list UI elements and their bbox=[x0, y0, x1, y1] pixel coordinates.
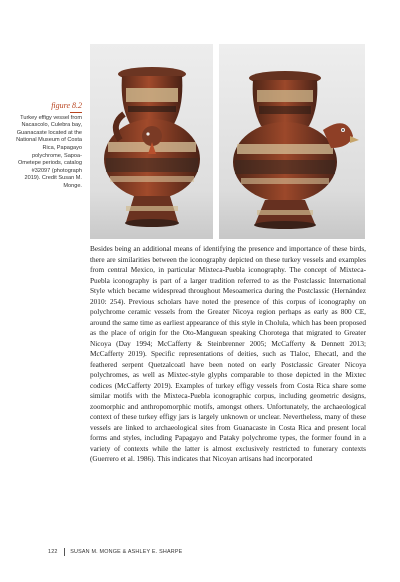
body-paragraph: Besides being an additional means of identifying the presence and importance of these birds, there are similarities between the iconography depicted on these turkey vessels and examples from central Mexico, in particular Mixteca-Puebla iconography. The concept of Mixteca-Puebla iconography is part of a larger tradition referred to as the Postclassic International Style which became widespread throughout Mesoamerica during the Postclassic (Hernández 2010: 254). Previous scholars have noted the presence of this corpus of iconography on polychrome ceramic vessels from the Greater Nicoya region perhaps as early as 800 CE, around the same time as earliest appearance of this style in Cholula, which has been proposed as the place of origin for the Oto-Manguean speaking Chorotega that migrated to Greater Nicoya (Day 1994; McCafferty & Steinbrenner 2005; McCafferty & Dennett 2013; McCafferty 2019). Specific representations of deities, such as Tlaloc, Ehecatl, and the feathered serpent Quetzalcoatl have been noted on early Postclassic Greater Nicoya polychromes, as well as Mixtec-style glyphs comparable to those depicted in the Mixtec codices (McCafferty 2019). Examples of turkey effigy vessels from Costa Rica share some similar motifs with the Mixteca-Puebla iconographic corpus, including geometric designs, zoomorphic and anthropomorphic motifs, amongst others. Unfortunately, the archaeological context of these turkey effigy jars is largely unknown or unclear. Nevertheless, many of these vessels are linked to archaeological sites from Guanacaste in Costa Rica and present local forms and styles, including Papagayo and Pataky polychrome types, the former found in a variety of contexts while the latter is almost exclusively restricted to funerary contexts (Guerrero et al. 1986). This indicates that Nicoyan artisans had incorporated bbox=[90, 244, 366, 463]
page-footer bbox=[48, 548, 182, 556]
footer-divider bbox=[64, 548, 65, 556]
figure-caption-block bbox=[16, 101, 82, 191]
running-footer-authors: SUSAN M. MONGE & ASHLEY E. SHARPE bbox=[70, 549, 183, 555]
page-number: 122 bbox=[48, 549, 58, 555]
vessel-photo-front bbox=[90, 44, 213, 239]
body-text bbox=[90, 244, 366, 465]
figure-caption: Turkey effigy vessel from Nacascolo, Culebra bay, Guanacaste located at the National Museum of Costa Rica, Papagayo polychrome, Sapoa-Ometepe periods, catalog #32097 (photograph 2019). Credit Susan M. Monge. bbox=[16, 114, 82, 189]
figure-label: figure 8.2 bbox=[16, 101, 82, 113]
vessel-photo-side bbox=[219, 44, 365, 239]
